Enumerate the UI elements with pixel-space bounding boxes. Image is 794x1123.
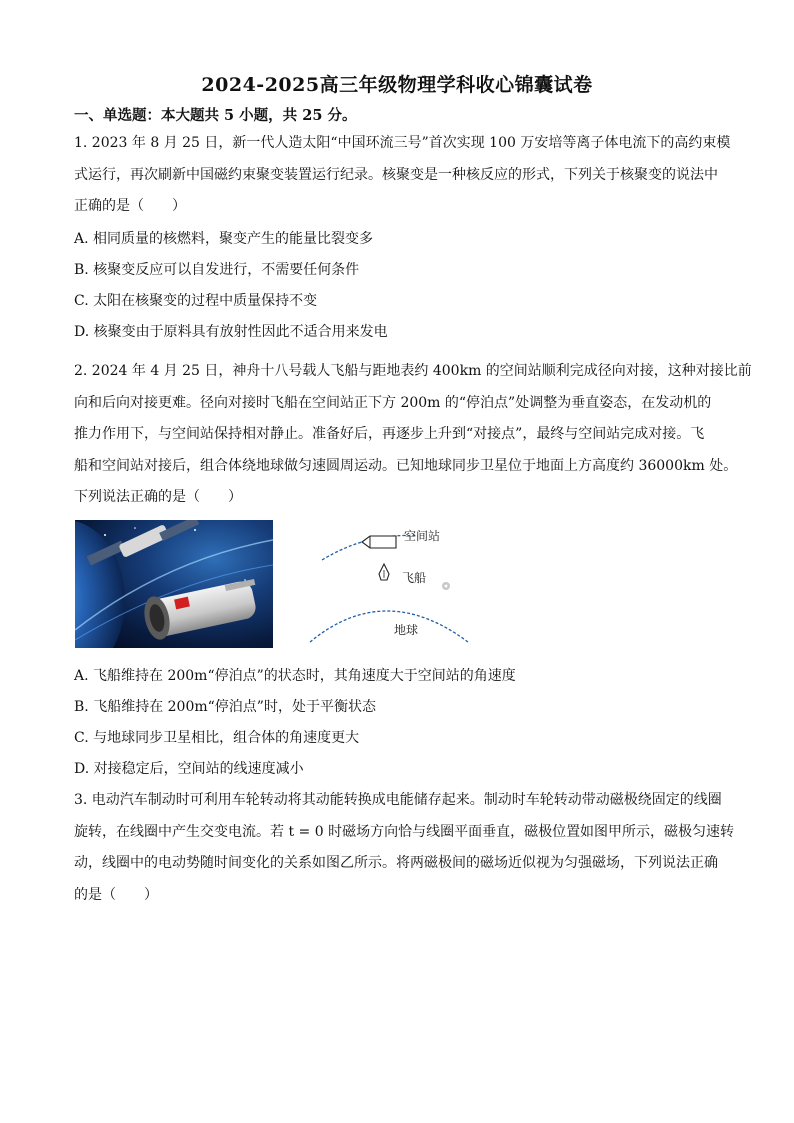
question-3-line: 的是（ ） bbox=[74, 886, 158, 903]
question-2-line: 船和空间站对接后，组合体绕地球做匀速圆周运动。已知地球同步卫星位于地面上方高度约 36000km 处。 bbox=[74, 457, 738, 474]
question-2-line: 向和后向对接更难。径向对接时飞船在空间站正下方 200m 的“停泊点”处调整为垂直姿态，在发动机的 bbox=[74, 394, 712, 411]
question-2-stem bbox=[74, 356, 752, 514]
spacecraft-photo bbox=[75, 520, 273, 648]
question-2-line: 推力作用下，与空间站保持相对静止。准备好后，再逐步上升到“对接点”，最终与空间站完成对接。飞 bbox=[74, 426, 705, 442]
earth-surface-arc bbox=[310, 611, 468, 642]
question-1-line: 式运行，再次刷新中国磁约束聚变装置运行纪录。核聚变是一种核反应的形式，下列关于核聚变的说法中 bbox=[74, 166, 718, 183]
spaceship-icon bbox=[379, 564, 389, 580]
question-3-line: 动，线圈中的电动势随时间变化的关系如图乙所示。将两磁极间的磁场近似视为匀强磁场，下列说法正确 bbox=[74, 855, 718, 871]
question-3-stem bbox=[74, 785, 735, 911]
exam-title: 2024-2025高三年级物理学科收心锦囊试卷 bbox=[201, 74, 593, 96]
question-1-option-a[interactable]: A. 相同质量的核燃料，聚变产生的能量比裂变多 bbox=[74, 231, 374, 247]
question-1-line: 正确的是（ ） bbox=[74, 198, 186, 214]
space-station-icon bbox=[362, 536, 396, 548]
diagram-label-station: 空间站 bbox=[404, 529, 441, 543]
question-3-line: 3. 电动汽车制动时可利用车轮转动将其动能转换成电能储存起来。制动时车轮转动带动磁极绕固定的线圈 bbox=[74, 792, 722, 808]
question-1-option-c[interactable]: C. 太阳在核聚变的过程中质量保持不变 bbox=[74, 293, 318, 309]
question-2-option-b[interactable]: B. 飞船维持在 200m“停泊点”时，处于平衡状态 bbox=[74, 699, 376, 715]
docking-diagram bbox=[300, 520, 490, 648]
question-2-option-a[interactable]: A. 飞船维持在 200m“停泊点”的状态时，其角速度大于空间站的角速度 bbox=[74, 668, 516, 684]
section-heading: 一、单选题：本大题共 5 小题，共 25 分。 bbox=[74, 107, 357, 124]
question-2-option-c[interactable]: C. 与地球同步卫星相比，组合体的角速度更大 bbox=[74, 730, 360, 746]
question-1-stem bbox=[74, 128, 731, 223]
question-2-option-d[interactable]: D. 对接稳定后，空间站的线速度减小 bbox=[74, 761, 304, 777]
question-1-option-d[interactable]: D. 核聚变由于原料具有放射性因此不适合用来发电 bbox=[74, 324, 388, 340]
question-2-line: 2. 2024 年 4 月 25 日，神舟十八号载人飞船与距地表约 400km 的空间站顺利完成径向对接，这种对接比前 bbox=[74, 363, 752, 379]
question-2-line: 下列说法正确的是（ ） bbox=[74, 489, 242, 505]
question-1-line: 1. 2023 年 8 月 25 日，新一代人造太阳“中国环流三号”首次实现 100 万安培等离子体电流下的高约束模 bbox=[74, 135, 731, 151]
diagram-label-ship: 飞船 bbox=[402, 571, 427, 585]
diagram-label-earth: 地球 bbox=[394, 623, 419, 637]
question-1-option-b[interactable]: B. 核聚变反应可以自发进行，不需要任何条件 bbox=[74, 262, 360, 278]
question-3-line: 旋转，在线圈中产生交变电流。若 t = 0 时磁场方向恰与线圈平面垂直，磁极位置如图甲所示，磁极匀速转 bbox=[74, 823, 735, 840]
